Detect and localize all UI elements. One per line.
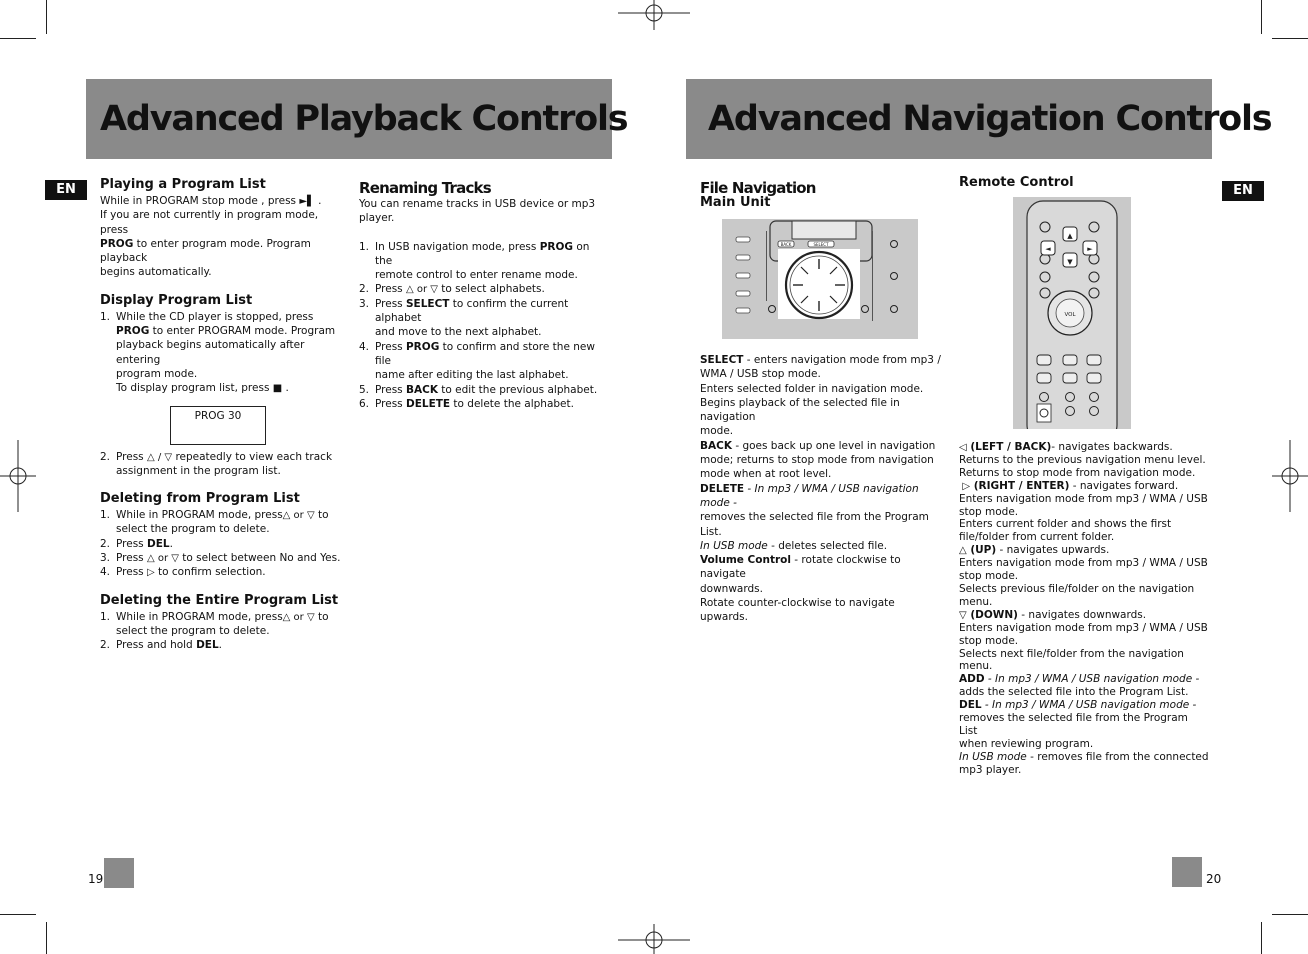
paragraph: In USB mode - deletes selected file. [700,539,888,552]
crop-mark [46,0,47,34]
play-pause-icon: ►▌ [299,196,315,207]
crop-mark [1261,922,1262,954]
paragraph: While in PROGRAM stop mode , press ►▌ . [100,195,322,207]
left-page-number: 19 [88,872,104,886]
paragraph: mode; returns to stop mode from navigation [700,454,934,467]
paragraph: playback begins automatically after entering [116,339,305,366]
svg-text:▲: ▲ [1067,232,1073,240]
paragraph: △ (UP) - navigates upwards. [959,544,1110,557]
paragraph: file/folder from current folder. [959,531,1115,544]
section-title-remote-control: Remote Control [959,175,1074,190]
crop-mark [0,38,36,39]
paragraph: SELECT - enters navigation mode from mp3 / [700,354,941,366]
paragraph: select the program to delete. [116,624,270,637]
paragraph: ◁ (LEFT / BACK)- navigates backwards. [959,441,1173,453]
main-unit-illustration [722,219,918,339]
paragraph: PROG to enter PROGRAM mode. Program [116,325,336,338]
paragraph: stop mode. [959,505,1019,518]
paragraph: Enters navigation mode from mp3 / WMA / USB [959,621,1208,634]
paragraph: name after editing the last alphabet. [375,369,569,382]
list-item: 6. Press DELETE to delete the alphabet. [359,397,574,410]
list-item: 4. Press PROG to confirm and store the new file [359,340,595,367]
list-item: 1. While in PROGRAM mode, press△ or ▽ to [100,509,329,522]
section-title-renaming: Renaming Tracks [359,179,491,197]
crop-mark [1272,914,1308,915]
svg-text:◄: ◄ [1045,245,1051,253]
up-arrow-icon: △ [959,545,967,557]
list-item: 5. Press BACK to edit the previous alphabet. [359,383,598,396]
registration-mark-top [618,0,690,30]
up-down-arrow-icon: △ or ▽ [282,510,315,522]
paragraph: remote control to enter rename mode. [375,269,578,282]
section-title-file-navigation: File Navigation [700,179,816,197]
paragraph: Selects previous file/folder on the navigation [959,582,1195,595]
paragraph: mp3 player. [959,763,1022,776]
right-column-1 [700,180,945,625]
paragraph: stop mode. [959,634,1019,647]
right-language-badge: EN [1222,181,1264,201]
back-label: BACK [780,242,792,247]
up-down-arrow-icon: △ or ▽ [146,553,179,565]
remote-control-illustration [1013,197,1131,429]
paragraph: adds the selected file into the Program List. [959,686,1189,699]
list-item: 2. Press and hold DEL. [100,639,222,652]
paragraph: stop mode. [959,570,1019,583]
paragraph: BACK - goes back up one level in navigation [700,439,936,452]
left-column-2 [359,180,604,411]
paragraph: when reviewing program. [959,737,1094,750]
paragraph: Enters current folder and shows the first [959,518,1172,531]
right-arrow-icon: ▷ [146,567,155,579]
paragraph: Enters navigation mode from mp3 / WMA / USB [959,492,1208,505]
list-item: 2. Press △ or ▽ to select alphabets. [359,283,545,296]
list-item: 3. Press △ or ▽ to select between No and Yes. [100,552,341,565]
registration-mark-right [1272,440,1308,512]
paragraph: assignment in the program list. [116,464,281,477]
crop-mark [46,922,47,954]
paragraph: Rotate counter-clockwise to navigate upwards. [700,597,895,624]
list-item: 1. While the CD player is stopped, press [100,310,314,323]
vol-label: VOL [1064,312,1076,318]
paragraph: You can rename tracks in USB device or mp3 [359,198,596,210]
list-item: 1. In USB navigation mode, press PROG on the [359,240,590,267]
paragraph: mode when at root level. [700,468,832,481]
right-page-number: 20 [1206,872,1222,886]
left-arrow-icon: ◁ [959,442,967,453]
paragraph: Returns to stop mode from navigation mode. [959,466,1196,479]
paragraph: begins automatically. [100,266,212,279]
subtitle-main-unit: Main Unit [700,195,771,210]
left-page-title: Advanced Playback Controls [100,99,628,139]
left-banner [86,79,628,159]
paragraph: Begins playback of the selected file in navigation [700,396,900,424]
paragraph: To display program list, press ■ . [116,382,289,395]
stop-icon: ■ [272,383,283,395]
paragraph: mode. [700,425,734,438]
section-title-deleting: Deleting from Program List [100,491,300,507]
paragraph: ADD - In mp3 / WMA / USB navigation mode - [959,673,1200,686]
paragraph: ▽ (DOWN) - navigates downwards. [959,608,1147,621]
crop-mark [0,914,36,915]
list-item: 4. Press ▷ to confirm selection. [100,566,266,579]
paragraph: Selects next file/folder from the navigation menu. [959,647,1184,673]
left-page-tab [104,858,134,888]
right-page-tab [1172,857,1202,887]
down-arrow-icon: ▽ [959,609,967,621]
registration-mark-left [0,440,36,512]
paragraph: menu. [959,595,993,608]
paragraph: Volume Control - rotate clockwise to navigate [700,554,901,581]
crop-mark [1272,38,1308,39]
display-box: PROG 30 [170,406,266,445]
right-arrow-icon: ▷ [962,480,971,492]
select-label: SELECT [813,242,829,247]
registration-mark-bottom [618,924,690,954]
paragraph: Enters selected folder in navigation mode. [700,382,924,395]
up-down-arrow-icon: △ or ▽ [282,611,315,623]
list-item: 3. Press SELECT to confirm the current alphabet [359,297,569,325]
paragraph: select the program to delete. [116,523,270,536]
svg-text:▼: ▼ [1067,258,1073,266]
right-column-2 [959,174,1209,777]
list-item: 2. Press DEL. [100,537,173,550]
paragraph: PROG to enter program mode. Program playback [100,237,311,265]
up-down-arrow-icon: △ / ▽ [146,451,173,463]
paragraph: WMA / USB stop mode. [700,368,821,381]
svg-text:►: ► [1087,245,1093,253]
paragraph: If you are not currently in program mode, press [100,209,319,236]
right-page-title: Advanced Navigation Controls [708,99,1272,139]
paragraph: and move to the next alphabet. [375,326,542,339]
crop-mark [1261,0,1262,34]
paragraph: program mode. [116,367,198,380]
list-item: 1. While in PROGRAM mode, press△ or ▽ to [100,610,329,623]
section-title-playing: Playing a Program List [100,177,266,192]
paragraph: player. [359,212,395,225]
right-banner [686,79,1272,159]
section-title-display: Display Program List [100,292,253,308]
paragraph: DEL - In mp3 / WMA / USB navigation mode - [959,699,1197,712]
paragraph: Returns to the previous navigation menu level. [959,453,1206,466]
paragraph: downwards. [700,582,763,595]
paragraph: removes the selected file from the Program List [959,712,1188,737]
up-down-arrow-icon: △ or ▽ [405,284,438,296]
paragraph: removes the selected file from the Program List. [700,511,929,538]
paragraph: In USB mode - removes file from the connected [959,750,1209,763]
left-language-badge: EN [45,180,87,200]
paragraph: Enters navigation mode from mp3 / WMA / USB [959,557,1208,570]
paragraph: DELETE - In mp3 / WMA / USB navigation mode - [700,482,919,509]
list-item: 2. Press △ / ▽ repeatedly to view each track [100,450,333,463]
section-title-deleting-entire: Deleting the Entire Program List [100,592,339,608]
left-column-1 [100,176,345,653]
paragraph: ▷ (RIGHT / ENTER) - navigates forward. [962,479,1179,492]
